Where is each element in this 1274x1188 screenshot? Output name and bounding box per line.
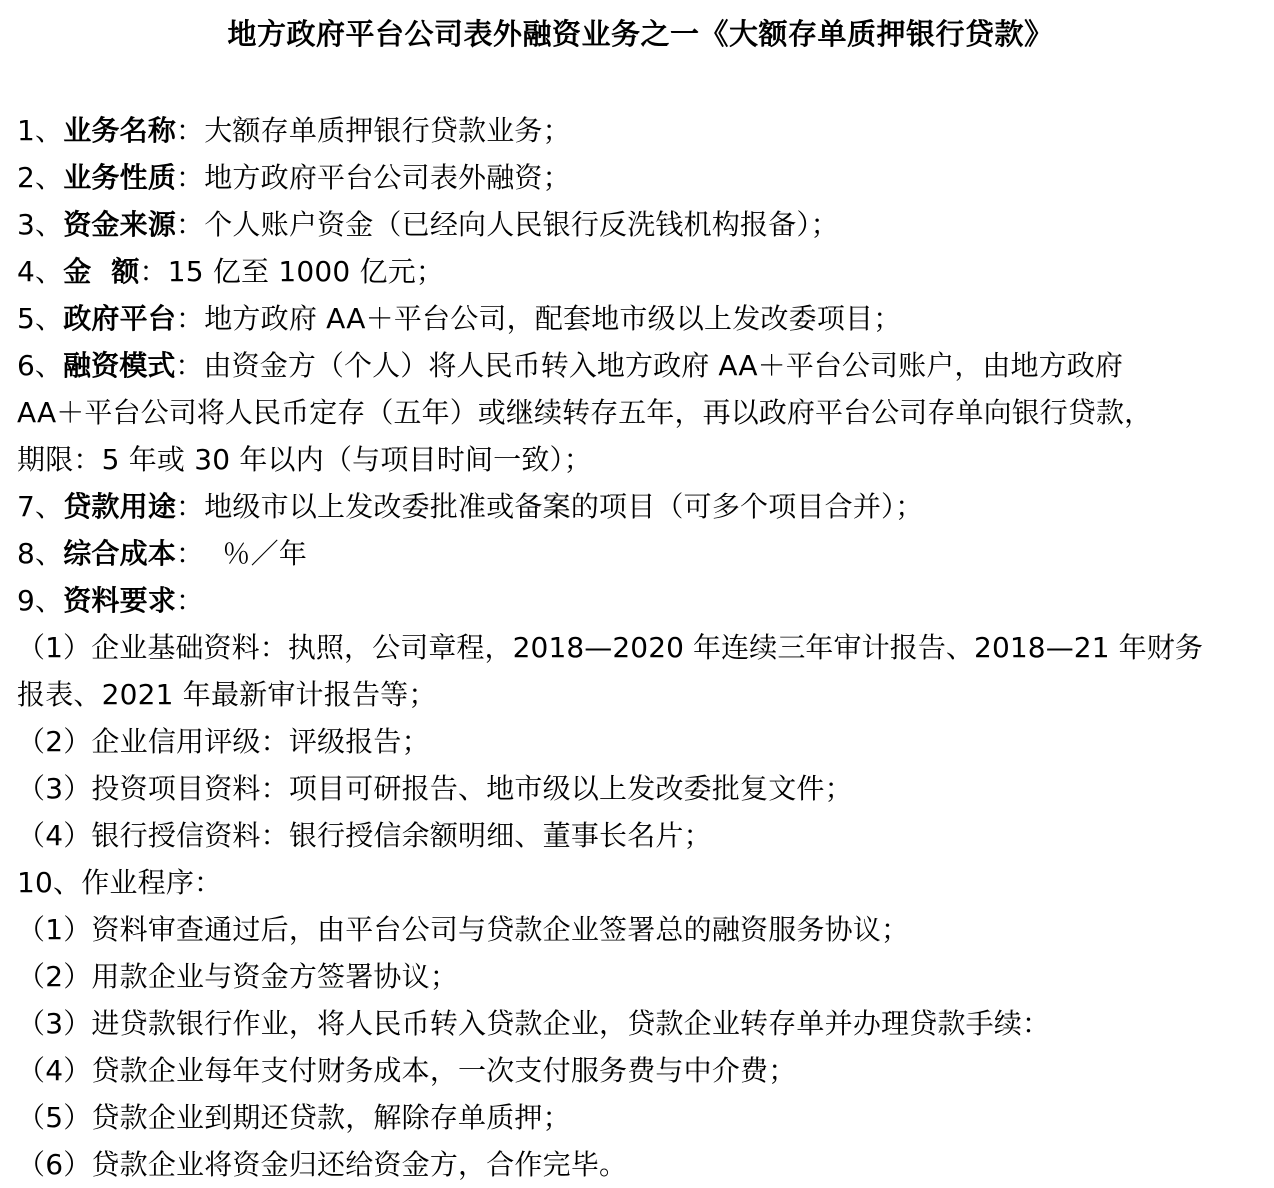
item-number: 6、 bbox=[17, 349, 64, 382]
material-line: （3）投资项目资料：项目可研报告、地市级以上发改委批复文件； bbox=[17, 772, 853, 805]
item-loan-purpose bbox=[17, 483, 1264, 530]
item-number: 8、 bbox=[17, 537, 64, 570]
item-financing-mode-continued: 期限：5 年或 30 年以内（与项目时间一致）； bbox=[17, 443, 592, 476]
item-number: 2、 bbox=[17, 161, 64, 194]
item-text: 地方政府 AA＋平台公司，配套地市级以上发改委项目； bbox=[204, 302, 902, 335]
item-label: 业务名称 bbox=[63, 114, 177, 147]
procedure-step: （5）贷款企业到期还贷款，解除存单质押； bbox=[17, 1101, 571, 1134]
item-text: 地级市以上发改委批准或备案的项目（可多个项目合并）； bbox=[204, 490, 924, 523]
item-text: 15 亿至 1000 亿元； bbox=[167, 255, 445, 288]
procedure-step: （2）用款企业与资金方签署协议； bbox=[17, 960, 459, 993]
item-colon: ： bbox=[175, 349, 204, 382]
item-label: 资金来源 bbox=[63, 208, 177, 241]
item-financing-mode bbox=[17, 342, 1264, 389]
item-colon: ： bbox=[176, 161, 205, 194]
item-label: 政府平台 bbox=[63, 302, 177, 335]
material-line: （4）银行授信资料：银行授信余额明细、董事长名片； bbox=[17, 819, 712, 852]
document-title: 地方政府平台公司表外融资业务之一《大额存单质押银行贷款》 bbox=[227, 17, 1054, 51]
procedure-heading: 10、作业程序： bbox=[17, 866, 223, 899]
item-text: 大额存单质押银行贷款业务； bbox=[204, 114, 571, 147]
item-comprehensive-cost bbox=[17, 530, 1264, 577]
item-colon: ： bbox=[176, 114, 205, 147]
item-colon: ： bbox=[176, 302, 205, 335]
material-line: （2）企业信用评级：评级报告； bbox=[17, 725, 430, 758]
item-label: 融资模式 bbox=[63, 349, 176, 382]
item-fund-source bbox=[17, 201, 1264, 248]
item-colon: ： bbox=[176, 537, 205, 570]
item-text: 地方政府平台公司表外融资； bbox=[204, 161, 571, 194]
item-number: 4、 bbox=[17, 255, 64, 288]
item-amount bbox=[17, 248, 1264, 295]
item-label: 资料要求 bbox=[63, 584, 177, 617]
item-text: 个人账户资金（已经向人民银行反洗钱机构报备）； bbox=[204, 208, 839, 241]
procedure-step: （6）贷款企业将资金归还给资金方，合作完毕。 bbox=[17, 1148, 628, 1181]
item-business-nature bbox=[17, 154, 1264, 201]
procedure-step: （1）资料审查通过后，由平台公司与贷款企业签署总的融资服务协议； bbox=[17, 913, 910, 946]
material-line: （1）企业基础资料：执照，公司章程，2018—2020 年连续三年审计报告、2018—21 年财务 bbox=[17, 631, 1203, 664]
material-line: 报表、2021 年最新审计报告等； bbox=[17, 678, 437, 711]
item-business-name bbox=[17, 107, 1264, 154]
procedure-step: （4）贷款企业每年支付财务成本，一次支付服务费与中介费； bbox=[17, 1054, 797, 1087]
item-colon: ： bbox=[139, 255, 168, 288]
item-text: 由资金方（个人）将人民币转入地方政府 AA＋平台公司账户，由地方政府 bbox=[203, 349, 1123, 382]
item-text: ％／年 bbox=[204, 537, 308, 570]
item-colon: ： bbox=[176, 490, 205, 523]
item-label: 综合成本 bbox=[63, 537, 177, 570]
item-financing-mode-continued: AA＋平台公司将人民币定存（五年）或继续转存五年，再以政府平台公司存单向银行贷款， bbox=[17, 396, 1153, 429]
item-material-requirements bbox=[17, 577, 1264, 624]
item-number: 1、 bbox=[17, 114, 64, 147]
item-label: 金 额 bbox=[63, 255, 140, 288]
item-number: 3、 bbox=[17, 208, 64, 241]
item-number: 5、 bbox=[17, 302, 64, 335]
item-government-platform bbox=[17, 295, 1264, 342]
item-colon: ： bbox=[176, 584, 205, 617]
item-colon: ： bbox=[176, 208, 205, 241]
procedure-step: （3）进贷款银行作业，将人民币转入贷款企业，贷款企业转存单并办理贷款手续： bbox=[17, 1007, 1051, 1040]
item-number: 7、 bbox=[17, 490, 64, 523]
item-label: 业务性质 bbox=[63, 161, 177, 194]
item-label: 贷款用途 bbox=[63, 490, 177, 523]
item-number: 9、 bbox=[17, 584, 64, 617]
